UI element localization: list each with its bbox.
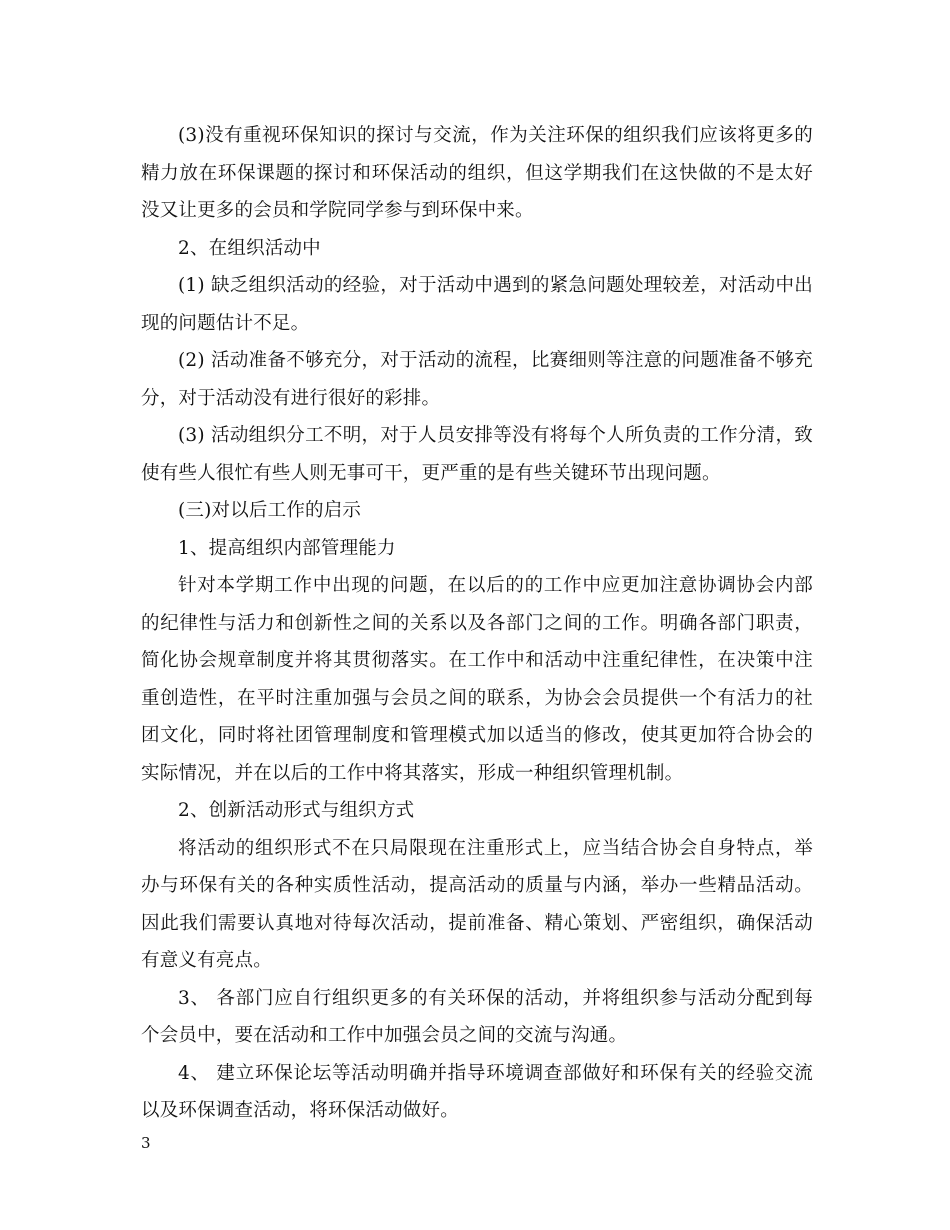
paragraph-12: 4、 建立环保论坛等活动明确并指导环境调查部做好和环保有关的经验交流以及环保调查活动，将环保活动做好。: [141, 1062, 813, 1121]
section-heading-6: (三)对以后工作的启示: [178, 500, 362, 521]
paragraph-1: (3)没有重视环保知识的探讨与交流，作为关注环保的组织我们应该将更多的精力放在环保课题的探讨和环保活动的组织，但这学期我们在这快做的不是太好没又让更多的会员和学院同学参与到环保中来。: [141, 125, 813, 221]
page-number: 3: [141, 1134, 151, 1152]
paragraph-5: (3) 活动组织分工不明，对于人员安排等没有将每个人所负责的工作分清，致使有些人很忙有些人则无事可干，更严重的是有些关键环节出现问题。: [141, 425, 813, 484]
subsection-heading-9: 2、创新活动形式与组织方式: [178, 800, 415, 821]
document-body: [141, 117, 813, 1130]
paragraph-4: (2) 活动准备不够充分，对于活动的流程，比赛细则等注意的问题准备不够充分，对于活动没有进行很好的彩排。: [141, 350, 813, 409]
section-heading-2: 2、在组织活动中: [178, 237, 321, 259]
subsection-heading-7: 1、提高组织内部管理能力: [178, 537, 396, 559]
paragraph-10: 将活动的组织形式不在只局限现在注重形式上，应当结合协会自身特点，举办与环保有关的各种实质性活动，提高活动的质量与内涵，举办一些精品活动。因此我们需要认真地对待每次活动，提前准备、精心策划、严密组织，确保活动有意义有亮点。: [141, 837, 813, 971]
paragraph-8: 针对本学期工作中出现的问题，在以后的的工作中应更加注意协调协会内部的纪律性与活力和创新性之间的关系以及各部门之间的工作。明确各部门职责，简化协会规章制度并将其贯彻落实。在工作中和活动中注重纪律性，在决策中注重创造性，在平时注重加强与会员之间的联系，为协会会员提供一个有活力的社团文化，同时将社团管理制度和管理模式加以适当的修改，使其更加符合协会的实际情况，并在以后的工作中将其落实，形成一种组织管理机制。: [141, 575, 813, 784]
paragraph-11: 3、 各部门应自行组织更多的有关环保的活动，并将组织参与活动分配到每个会员中，要在活动和工作中加强会员之间的交流与沟通。: [141, 987, 813, 1046]
paragraph-3: (1) 缺乏组织活动的经验，对于活动中遇到的紧急问题处理较差，对活动中出现的问题估计不足。: [141, 275, 813, 334]
